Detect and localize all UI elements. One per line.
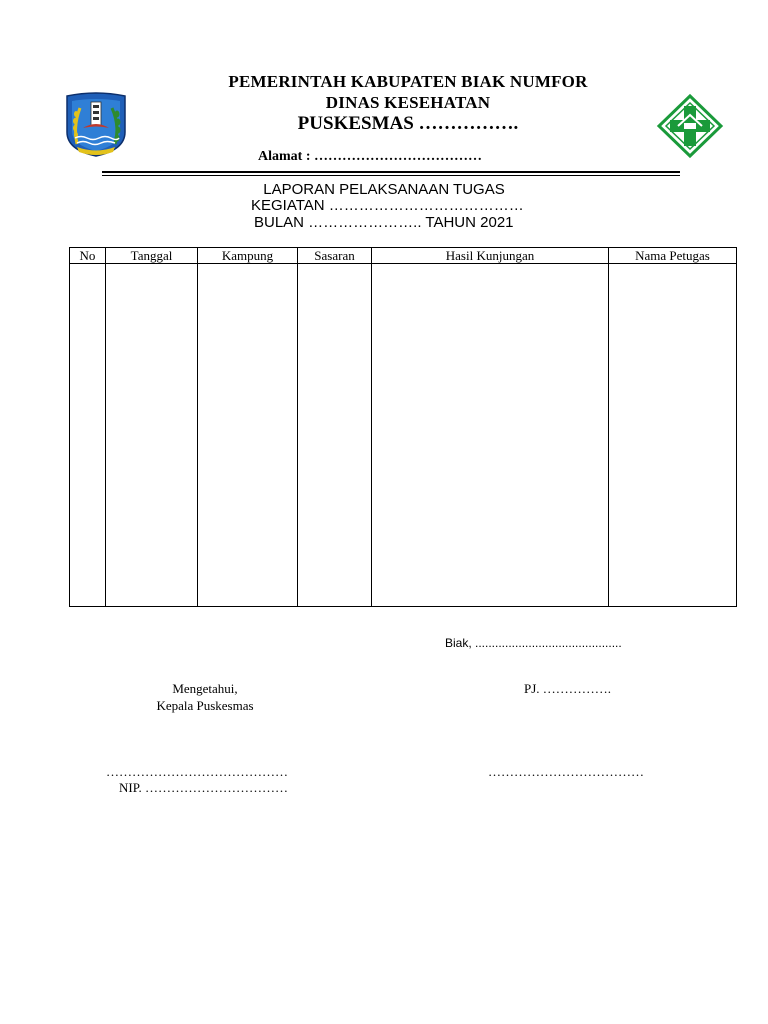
column-header-date: Tanggal	[106, 248, 198, 264]
left-signature-line: ……………………………………	[106, 764, 288, 779]
table-cell[interactable]	[372, 264, 609, 607]
person-in-charge-label: PJ. …………….	[524, 681, 612, 696]
table-cell[interactable]	[298, 264, 372, 607]
place-date: Biak, ............................................	[445, 636, 622, 650]
address-line: Alamat : ………………………………	[258, 149, 482, 164]
report-activity: KEGIATAN …………………………………	[251, 197, 524, 214]
column-header-target: Sasaran	[298, 248, 372, 264]
report-month-year: BULAN ………………….. TAHUN 2021	[254, 214, 514, 231]
column-header-village: Kampung	[198, 248, 298, 264]
column-header-visit-result: Hasil Kunjungan	[372, 248, 609, 264]
regency-coat-of-arms-logo	[63, 92, 129, 158]
puskesmas-title: PUSKESMAS …………….	[297, 113, 519, 134]
column-header-officer-name: Nama Petugas	[609, 248, 737, 264]
head-of-puskesmas-label: Kepala Puskesmas	[156, 698, 254, 713]
report-table	[69, 247, 737, 607]
acknowledged-label: Mengetahui,	[172, 681, 238, 696]
table-header-row	[70, 248, 737, 264]
left-nip-line: NIP. ……………………………	[119, 780, 289, 795]
puskesmas-logo	[656, 93, 724, 159]
right-signature-line: ………………………………	[488, 764, 644, 779]
table-cell[interactable]	[609, 264, 737, 607]
table-cell[interactable]	[70, 264, 106, 607]
header-divider-thick	[102, 171, 680, 173]
table-cell[interactable]	[198, 264, 298, 607]
table-cell[interactable]	[106, 264, 198, 607]
government-title: PEMERINTAH KABUPATEN BIAK NUMFOR	[228, 72, 588, 91]
table-row	[70, 264, 737, 607]
header-divider-thin	[102, 175, 680, 176]
report-title: LAPORAN PELAKSANAAN TUGAS	[263, 181, 505, 198]
column-header-no: No	[70, 248, 106, 264]
department-title: DINAS KESEHATAN	[325, 93, 491, 112]
